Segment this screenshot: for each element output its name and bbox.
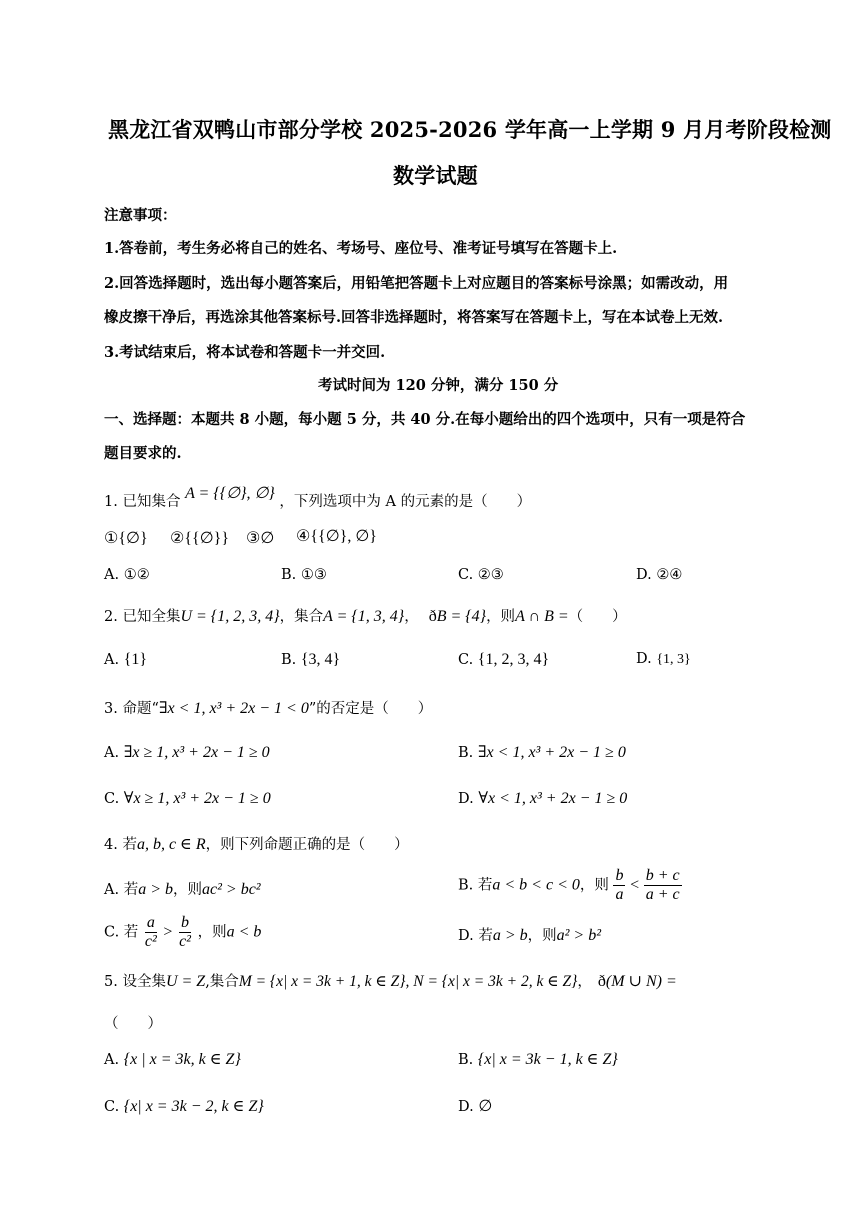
- q1-suffix: ，下列选项中为 A 的元素的是（ ）: [279, 494, 532, 510]
- q4-option-c-right-den: c²: [179, 933, 191, 950]
- q5-universal-set: U = Z: [165, 973, 206, 990]
- q4-option-b-left-den: a: [615, 886, 624, 903]
- q3-option-b-label: B.: [458, 745, 474, 761]
- q1-option-c: C. ②③: [458, 567, 504, 583]
- q4-option-a-then: ，则: [173, 882, 202, 898]
- q5-sets-m-n: M = {x| x = 3k + 1, k ∈ Z}, N = {x| x = 3k + 2, k ∈ Z}: [238, 973, 578, 990]
- q1-item-3: ③∅: [246, 530, 275, 547]
- q3-suffix: ”的否定是（ ）: [308, 701, 433, 717]
- q3-option-a: [104, 742, 270, 762]
- q4-option-c-frac-left: [143, 914, 159, 951]
- q4-suffix: ，则下列命题正确的是（ ）: [205, 837, 409, 853]
- q2-expr: A ∩ B =: [515, 608, 569, 625]
- q2-option-c-label: C.: [458, 652, 474, 668]
- q2-option-b-label: B.: [281, 652, 297, 668]
- notes-item-2-line2: 橡皮擦干净后，再选涂其他答案标号.回答非选择题时，将答案写在答题卡上，写在本试卷上无效.: [104, 309, 724, 326]
- q4-option-d-label: D. 若: [458, 928, 493, 944]
- q4-stem: [104, 833, 409, 854]
- q3-option-c-value: ∀x ≥ 1, x³ + 2x − 1 ≥ 0: [123, 790, 271, 807]
- q5-option-b-value: {x| x = 3k − 1, k ∈ Z}: [477, 1051, 618, 1068]
- q3-option-d-value: ∀x < 1, x³ + 2x − 1 ≥ 0: [478, 790, 628, 807]
- q2-complement-b: B = {4}: [436, 608, 487, 625]
- q4-option-a-result: ac² > bc²: [202, 881, 261, 898]
- q1-item-1: ①{∅}: [104, 530, 148, 547]
- q2-prefix: 2. 已知全集: [104, 609, 181, 625]
- exam-info: 考试时间为 120 分钟，满分 150 分: [318, 377, 559, 394]
- q2-tail2: （ ）: [568, 609, 627, 625]
- q4-option-b-then: ，则: [579, 877, 609, 894]
- section-1-line1: 一、选择题：本题共 8 小题，每小题 5 分，共 40 分.在每小题给出的四个选项中，只有一项是符合: [104, 411, 746, 428]
- q1-prefix: 1. 已知集合: [104, 494, 181, 510]
- q2-mid: ，集合: [279, 609, 324, 625]
- q5-option-b-label: B.: [458, 1052, 474, 1068]
- q4-option-b-right-num: b + c: [645, 867, 680, 884]
- q4-option-b-label: B. 若: [458, 877, 493, 894]
- q5-prefix: 5. 设全集: [104, 974, 166, 990]
- q2-option-c-value: {1, 2, 3, 4}: [477, 651, 550, 668]
- q1-item-4: ④{{∅}, ∅}: [296, 528, 377, 545]
- section-1-line2: 题目要求的.: [104, 445, 182, 462]
- q4-option-c-left-den: c²: [144, 933, 157, 950]
- q1-item-2: ②{{∅}}: [170, 530, 229, 547]
- notes-item-2-line1: 2.回答选择题时，选出每小题答案后，用铅笔把答题卡上对应题目的答案标号涂黑；如需改动，用: [104, 275, 729, 292]
- q2-universal-set: U = {1, 2, 3, 4}: [180, 608, 280, 625]
- q4-option-c: [104, 914, 261, 951]
- q5-option-c-value: {x| x = 3k − 2, k ∈ Z}: [123, 1098, 264, 1115]
- q2-option-b: [281, 651, 340, 669]
- q4-option-c-gt: >: [163, 923, 173, 941]
- q5-complement-symbol: ð: [597, 973, 606, 990]
- q3-option-d-label: D.: [458, 791, 474, 807]
- q5-option-c-label: C.: [104, 1099, 120, 1115]
- q4-option-d-then: ，则: [527, 928, 557, 944]
- q2-complement-symbol: ð: [428, 608, 437, 625]
- q5-option-c: [104, 1096, 264, 1116]
- q5-option-a: [104, 1049, 241, 1069]
- q5-option-b: [458, 1049, 618, 1069]
- q4-option-b: [458, 867, 682, 904]
- q5-option-d-label: D.: [458, 1099, 474, 1115]
- q4-option-b-lt: <: [630, 876, 640, 894]
- q4-option-c-result: a < b: [226, 923, 262, 941]
- q4-option-c-then: ，则: [197, 924, 227, 941]
- q4-option-b-cond: a < b < c < 0: [492, 876, 580, 894]
- q2-option-d: [636, 651, 691, 668]
- q4-option-c-label: C. 若: [104, 924, 139, 941]
- q3-option-d: [458, 788, 627, 808]
- q3-stem: [104, 697, 432, 718]
- q5-paren: （ ）: [104, 1016, 162, 1032]
- q2-option-a: [104, 651, 147, 669]
- q3-statement: ∃x < 1, x³ + 2x − 1 < 0: [158, 700, 309, 717]
- q3-option-c-label: C.: [104, 791, 120, 807]
- q4-option-d: [458, 924, 601, 945]
- q5-option-d: [458, 1096, 492, 1116]
- q5-comma: ，: [577, 974, 592, 990]
- notes-heading: 注意事项：: [104, 207, 177, 224]
- q2-stem: 2. 已知全集U = {1, 2, 3, 4}，集合A = {1, 3, 4}， ðB = {4}，则A ∩ B =（ ）: [104, 608, 627, 625]
- q5-mid: ,集合: [205, 974, 239, 990]
- q4-option-a: [104, 878, 261, 899]
- q2-option-a-label: A.: [104, 652, 120, 668]
- q3-option-b: [458, 742, 626, 762]
- q4-option-a-cond: a > b: [138, 881, 173, 898]
- q4-vars: a, b, c ∈ R: [136, 836, 206, 853]
- q2-option-b-value: {3, 4}: [300, 651, 341, 668]
- exam-subtitle: 数学试题: [393, 163, 478, 188]
- q1-option-a: A. ①②: [104, 567, 150, 583]
- q1-set: A = {{∅}, ∅}: [185, 485, 275, 502]
- q4-option-c-frac-right: [177, 914, 193, 951]
- q3-option-a-label: A.: [104, 745, 120, 761]
- q4-option-d-result: a² > b²: [556, 927, 602, 944]
- q4-option-b-left-num: b: [615, 867, 624, 884]
- q4-option-b-right-den: a + c: [645, 886, 680, 903]
- q5-option-a-label: A.: [104, 1052, 120, 1068]
- notes-item-3: 3.考试结束后，将本试卷和答题卡一并交回.: [104, 344, 386, 361]
- q2-set-a: A = {1, 3, 4}: [323, 608, 405, 625]
- q3-option-c: [104, 788, 271, 808]
- q5-option-d-value: ∅: [478, 1098, 493, 1115]
- exam-title: 黑龙江省双鸭山市部分学校 2025-2026 学年高一上学期 9 月月考阶段检测: [108, 117, 832, 142]
- q1-option-d: D. ②④: [636, 567, 683, 583]
- q4-option-c-left-num: a: [146, 914, 155, 931]
- q3-option-b-value: ∃x < 1, x³ + 2x − 1 ≥ 0: [477, 744, 626, 761]
- q4-prefix: 4. 若: [104, 837, 137, 853]
- q3-prefix: 3. 命题“: [104, 701, 159, 717]
- q1-stem: [104, 485, 532, 511]
- q4-option-d-cond: a > b: [492, 927, 528, 944]
- q5-option-a-value: {x | x = 3k, k ∈ Z}: [123, 1051, 241, 1068]
- q4-option-a-label: A. 若: [104, 882, 139, 898]
- q5-stem: [104, 970, 677, 991]
- q4-option-b-frac-left: [613, 867, 625, 904]
- notes-item-1: 1.答卷前，考生务必将自己的姓名、考场号、座位号、准考证号填写在答题卡上.: [104, 240, 618, 257]
- q2-option-d-label: D.: [636, 651, 652, 667]
- q2-option-d-value: {1, 3}: [656, 652, 691, 667]
- q2-option-a-value: {1}: [123, 651, 148, 668]
- q4-option-b-frac-right: [644, 867, 682, 904]
- q2-option-c: [458, 651, 549, 669]
- q1-option-b: B. ①③: [281, 567, 327, 583]
- q5-expr: (M ∪ N) =: [605, 973, 677, 990]
- q2-tail1: ，则: [486, 609, 516, 625]
- q4-option-c-right-num: b: [181, 914, 190, 931]
- q3-option-a-value: ∃x ≥ 1, x³ + 2x − 1 ≥ 0: [123, 744, 270, 761]
